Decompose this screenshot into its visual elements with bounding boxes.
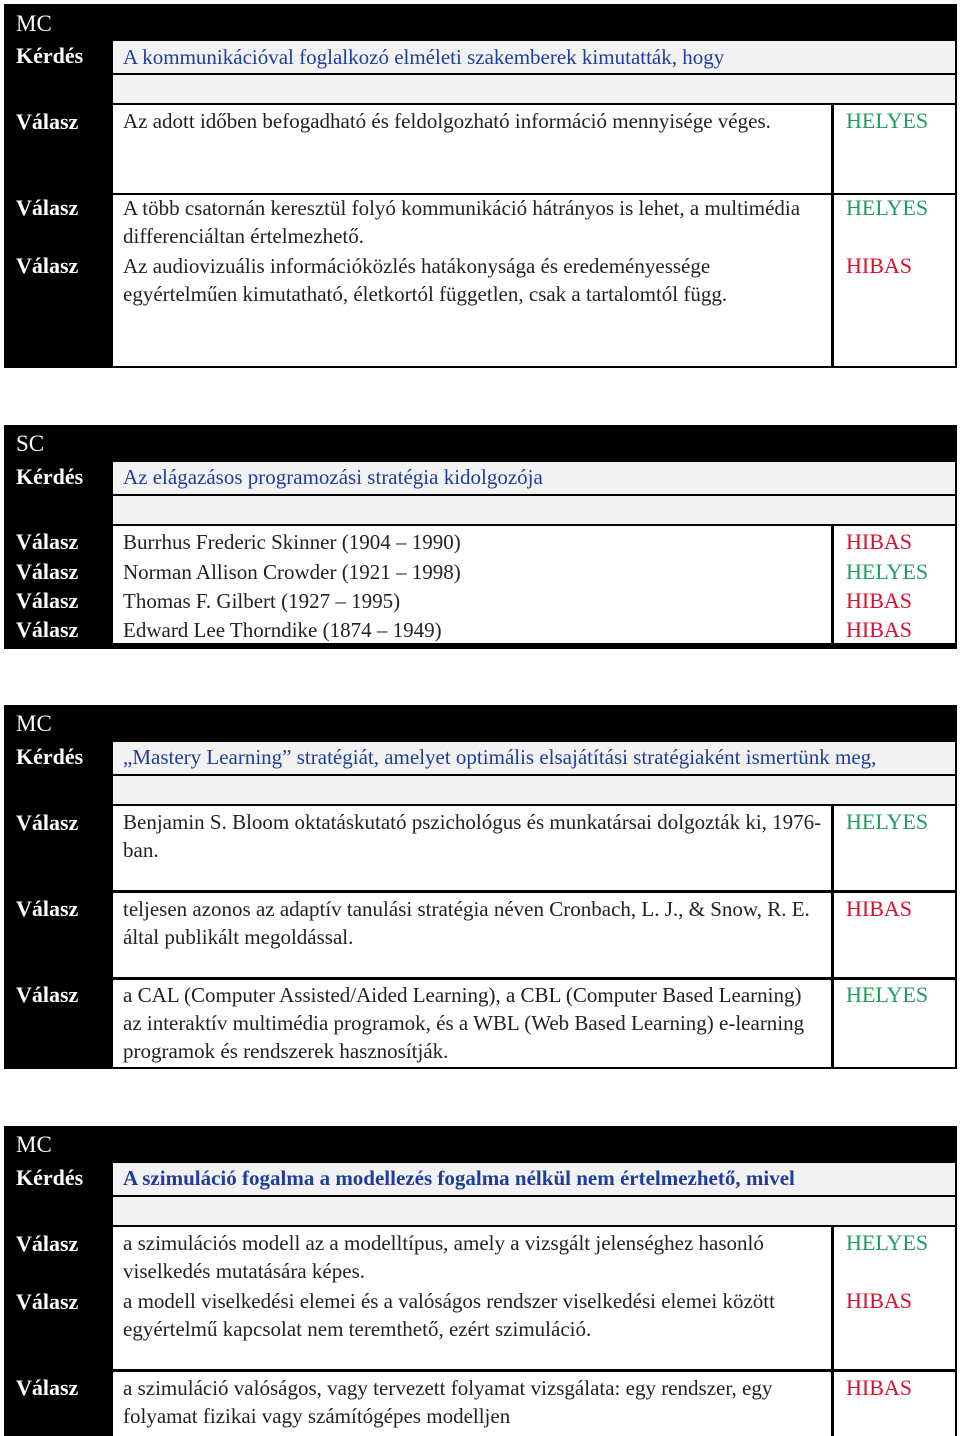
verdict-badge: HIBAS: [846, 1288, 913, 1313]
verdict-badge: HELYES: [846, 1230, 929, 1255]
verdict-badge: HIBAS: [846, 529, 913, 554]
verdict-cell: [834, 1372, 955, 1436]
answer-label: Válasz: [16, 1289, 79, 1314]
verdict-badge: HIBAS: [846, 253, 913, 278]
verdict-badge: HIBAS: [846, 896, 913, 921]
verdict-cell: [834, 980, 955, 1067]
answer-cell: [113, 893, 831, 977]
answer-text: Az adott időben befogadható és feldolgozható információ mennyisége véges.: [123, 109, 771, 133]
quiz-block-4: [4, 1126, 957, 1436]
answer-text: Thomas F. Gilbert (1927 – 1995): [123, 589, 401, 613]
question-type: MC: [16, 1132, 52, 1157]
answer-cell: [113, 1227, 831, 1369]
quiz-block-3: [4, 705, 957, 1069]
spacer-bar: [113, 75, 955, 103]
answer-label: Válasz: [16, 529, 79, 554]
answer-label: Válasz: [16, 1231, 79, 1256]
question-bar: [113, 41, 955, 73]
answer-label: Válasz: [16, 1375, 79, 1400]
answer-text: a modell viselkedési elemei és a valóságos rendszer viselkedési elemei között egyértelmű kapcsolat nem teremthető, ezért szimuláció.: [123, 1289, 775, 1341]
verdict-badge: HELYES: [846, 982, 929, 1007]
question-label: Kérdés: [16, 1165, 84, 1190]
answer-text: teljesen azonos az adaptív tanulási stratégia néven Cronbach, L. J., & Snow, R. E. által publikált megoldással.: [123, 897, 810, 949]
question-label: Kérdés: [16, 43, 84, 68]
question-type: MC: [16, 711, 52, 736]
answer-label: Válasz: [16, 195, 79, 220]
answer-label: Válasz: [16, 896, 79, 921]
verdict-badge: HELYES: [846, 809, 929, 834]
verdict-cell: [834, 893, 955, 977]
verdict-badge: HIBAS: [846, 617, 913, 642]
answer-cell: [113, 806, 831, 890]
question-text: „Mastery Learning” stratégiát, amelyet optimális elsajátítási stratégiaként ismertünk meg,: [123, 745, 877, 769]
verdict-badge: HELYES: [846, 195, 929, 220]
question-type: SC: [16, 431, 45, 456]
answer-cell: [113, 1372, 831, 1436]
answer-label: Válasz: [16, 559, 79, 584]
answer-text: Norman Allison Crowder (1921 – 1998): [123, 560, 461, 584]
spacer-bar: [113, 496, 955, 524]
answer-cell: [113, 195, 831, 366]
answer-text: A több csatornán keresztül folyó kommunikáció hátrányos is lehet, a multimédia differenciáltan értelmezhető.: [123, 196, 801, 248]
answer-text: a szimulációs modell az a modelltípus, amely a vizsgált jelenséghez hasonló viselkedés mutatására képes.: [123, 1231, 764, 1283]
verdict-badge: HELYES: [846, 559, 929, 584]
answer-label: Válasz: [16, 617, 79, 642]
quiz-block-2: [4, 425, 957, 649]
answer-text: a CAL (Computer Assisted/Aided Learning), a CBL (Computer Based Learning) az interaktív multimédia programok, és a WBL (Web Based Learning) e-learning programok és rendszerek hasznosítják.: [123, 983, 805, 1063]
verdict-cell: [834, 1227, 955, 1369]
answer-cell: [113, 980, 831, 1067]
answer-label: Válasz: [16, 982, 79, 1007]
question-text: A kommunikációval foglalkozó elméleti szakemberek kimutatták, hogy: [123, 45, 725, 69]
answer-label: Válasz: [16, 810, 79, 835]
question-bar: [113, 462, 955, 494]
answer-text: Burrhus Frederic Skinner (1904 – 1990): [123, 530, 461, 554]
answer-text: a szimuláció valóságos, vagy tervezett folyamat vizsgálata: egy rendszer, egy folyamat fizikai vagy számítógépes modelljen: [123, 1376, 773, 1428]
quiz-block-1: [4, 4, 957, 368]
spacer-bar: [113, 1197, 955, 1225]
question-type: MC: [16, 11, 52, 36]
verdict-cell: [834, 806, 955, 890]
answer-text: Edward Lee Thorndike (1874 – 1949): [123, 618, 442, 642]
answer-label: Válasz: [16, 588, 79, 613]
question-bar: [113, 742, 955, 774]
spacer-bar: [113, 776, 955, 804]
question-text: A szimuláció fogalma a modellezés fogalma nélkül nem értelmezhető, mivel: [123, 1166, 795, 1190]
question-bar: [113, 1163, 955, 1195]
answer-cell: [113, 105, 831, 193]
answer-text: Benjamin S. Bloom oktatáskutató pszichológus és munkatársai dolgozták ki, 1976-ban.: [123, 810, 822, 862]
verdict-badge: HIBAS: [846, 588, 913, 613]
question-label: Kérdés: [16, 464, 84, 489]
verdict-badge: HIBAS: [846, 1375, 913, 1400]
question-text: Az elágazásos programozási stratégia kidolgozója: [123, 465, 543, 489]
verdict-cell: [834, 105, 955, 193]
answer-text: Az audiovizuális információközlés hatákonysága és eredeményessége egyértelműen kimutatható, életkortól független, csak a tartalomtól függ.: [123, 254, 728, 306]
answer-label: Válasz: [16, 109, 79, 134]
verdict-cell: [834, 195, 955, 366]
question-label: Kérdés: [16, 744, 84, 769]
verdict-badge: HELYES: [846, 108, 929, 133]
answer-label: Válasz: [16, 253, 79, 278]
